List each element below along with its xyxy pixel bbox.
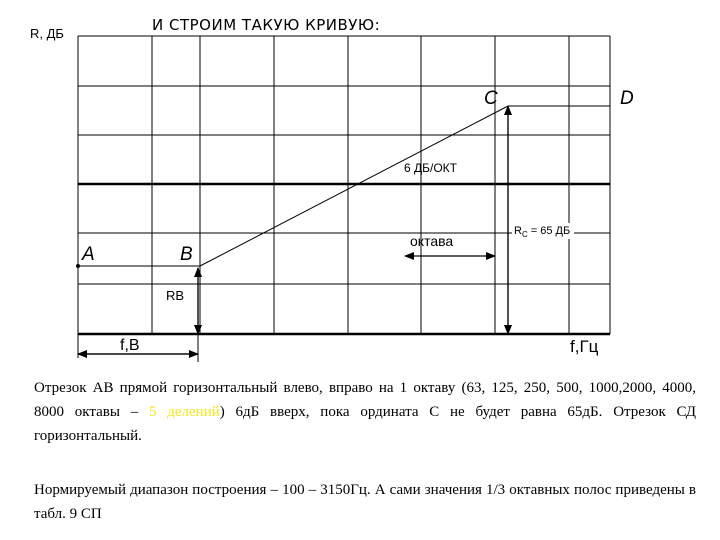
slide-title: И СТРОИМ ТАКУЮ КРИВУЮ: [152,16,381,34]
curve [78,106,610,266]
point-a-label: А [82,244,95,265]
fb-dimension [78,334,198,362]
point-d-label: D [620,88,634,109]
rc-dimension [508,106,574,334]
slope-label: 6 ДБ/ОКТ [404,161,457,175]
para1-highlight: 5 делений [148,404,220,420]
para1-text-start: Отрезок АВ прямой горизонтальный влево, вправо на 1 октаву (63, 125, 250, 500, 1000,2000, 4000, 8000 октавы – [34,380,696,420]
x-axis-label: f,Гц [570,337,599,356]
rb-dimension [166,268,198,334]
octave-indicator [405,233,495,256]
fb-label: f,В [120,337,140,354]
rb-label: RВ [166,288,185,303]
segment-bc [200,106,508,266]
paragraph-normalized-range: Нормируемый диапазон построения – 100 – 3150Гц. А сами значения 1/3 октавных полос приведены в табл. 9 СП [34,482,696,522]
rc-label: $R_С = 65$ ДБ [514,225,571,239]
point-a-marker [76,264,80,268]
para1-text-end: ) 6дБ вверх, пока ордината С не будет равна 65дБ. Отрезок СД горизонтальный. [34,404,696,444]
paragraph-construction-rules [34,376,696,448]
point-b-label: В [180,244,193,265]
point-c-label: С [484,88,498,109]
y-axis-label: R, ДБ [30,26,64,41]
grid [78,36,610,358]
octave-label: октава [410,233,454,249]
